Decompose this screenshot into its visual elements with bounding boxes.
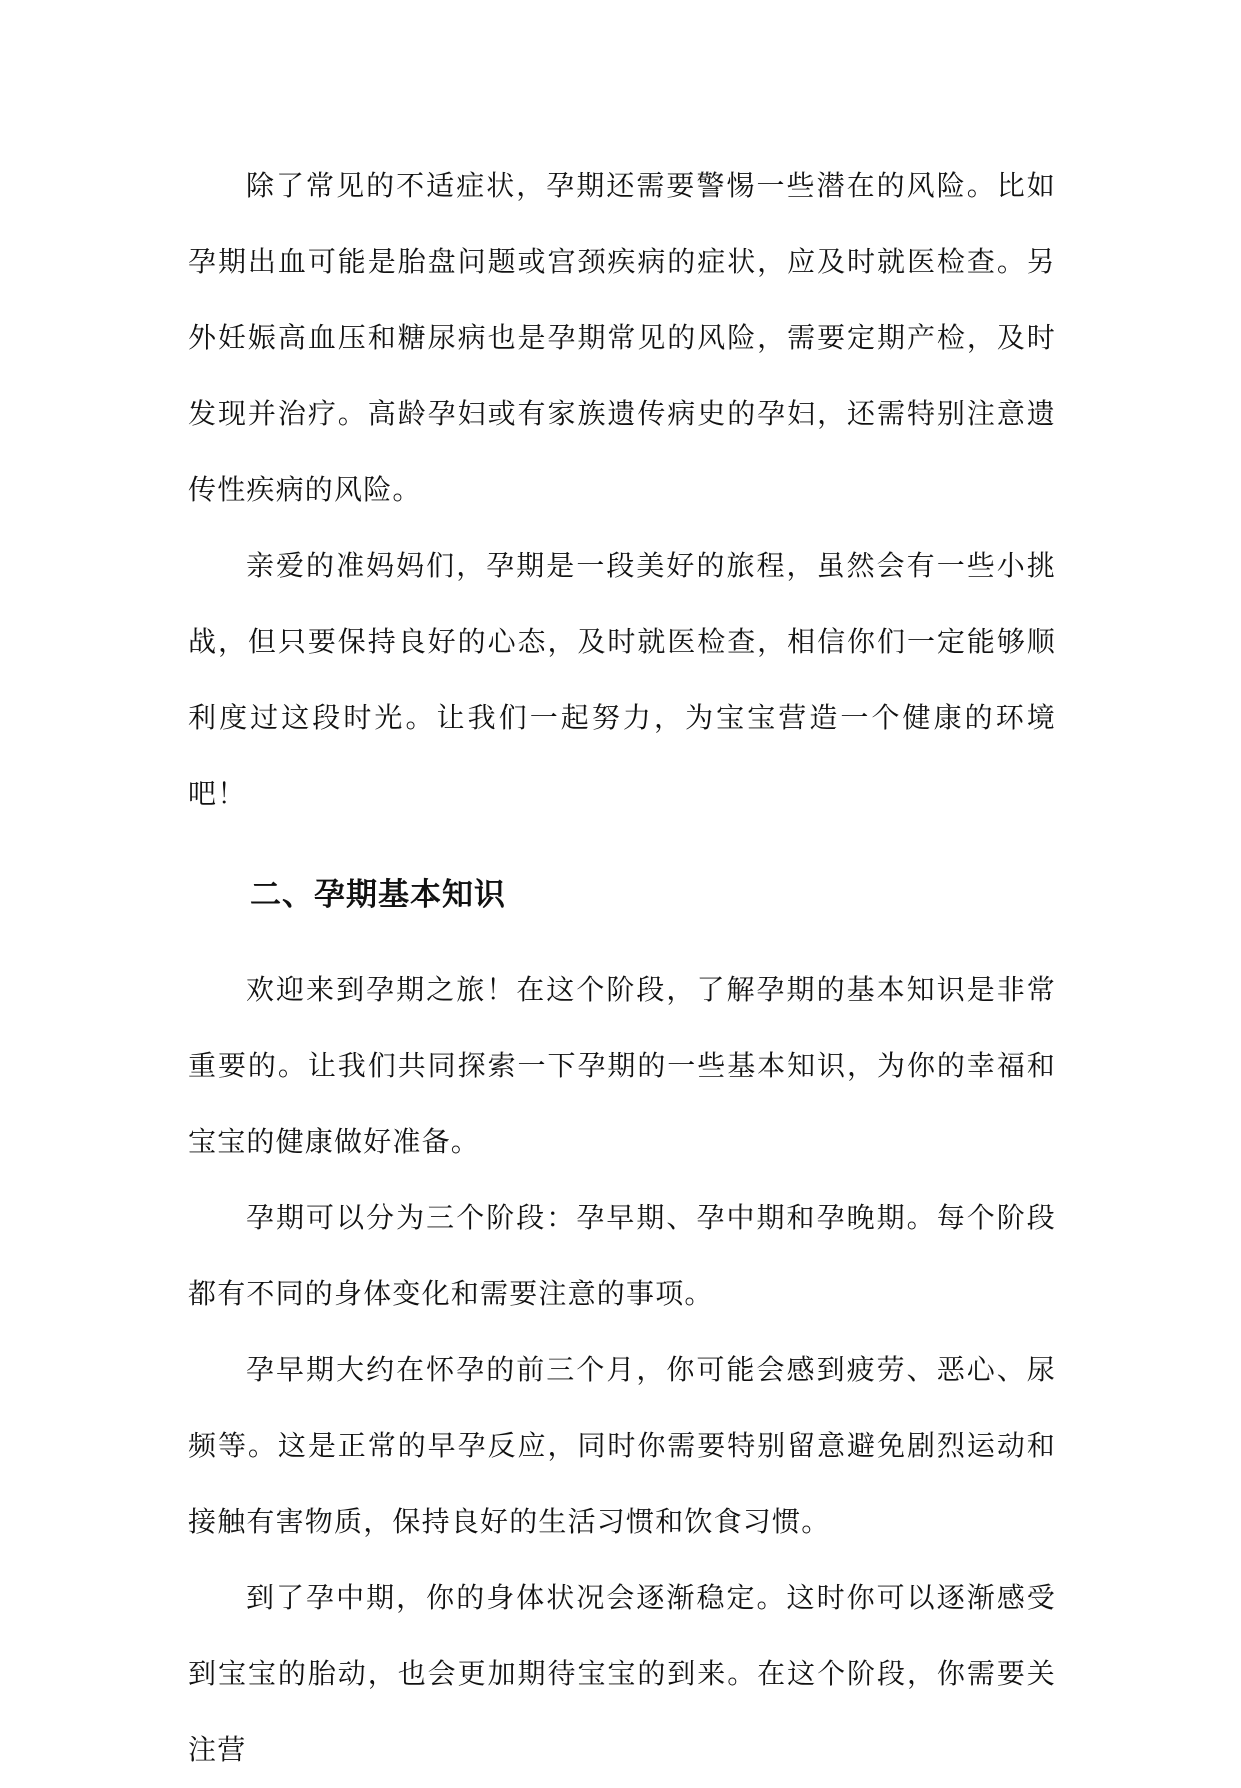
paragraph-risks: 除了常见的不适症状，孕期还需要警惕一些潜在的风险。比如孕期出血可能是胎盘问题或宫颈疾病的症状，应及时就医检查。另外妊娠高血压和糖尿病也是孕期常见的风险，需要定期产检，及时发现并治疗。高龄孕妇或有家族遗传病史的孕妇，还需特别注意遗传性疾病的风险。 <box>188 169 1056 506</box>
paragraph-early-pregnancy: 孕早期大约在怀孕的前三个月，你可能会感到疲劳、恶心、尿频等。这是正常的早孕反应，同时你需要特别留意避免剧烈运动和接触有害物质，保持良好的生活习惯和饮食习惯。 <box>188 1353 1056 1538</box>
paragraph-welcome: 欢迎来到孕期之旅！在这个阶段，了解孕期的基本知识是非常重要的。让我们共同探索一下孕期的一些基本知识，为你的幸福和宝宝的健康做好准备。 <box>188 973 1056 1158</box>
paragraph-stages: 孕期可以分为三个阶段：孕早期、孕中期和孕晚期。每个阶段都有不同的身体变化和需要注意的事项。 <box>188 1201 1056 1310</box>
section-heading: 二、孕期基本知识 <box>250 877 506 913</box>
paragraph-encouragement: 亲爱的准妈妈们，孕期是一段美好的旅程，虽然会有一些小挑战，但只要保持良好的心态，及时就医检查，相信你们一定能够顺利度过这段时光。让我们一起努力，为宝宝营造一个健康的环境吧！ <box>188 549 1056 810</box>
paragraph-mid-pregnancy: 到了孕中期，你的身体状况会逐渐稳定。这时你可以逐渐感受到宝宝的胎动，也会更加期待宝宝的到来。在这个阶段，你需要关注营 <box>188 1581 1056 1766</box>
document-body <box>188 148 1056 1788</box>
